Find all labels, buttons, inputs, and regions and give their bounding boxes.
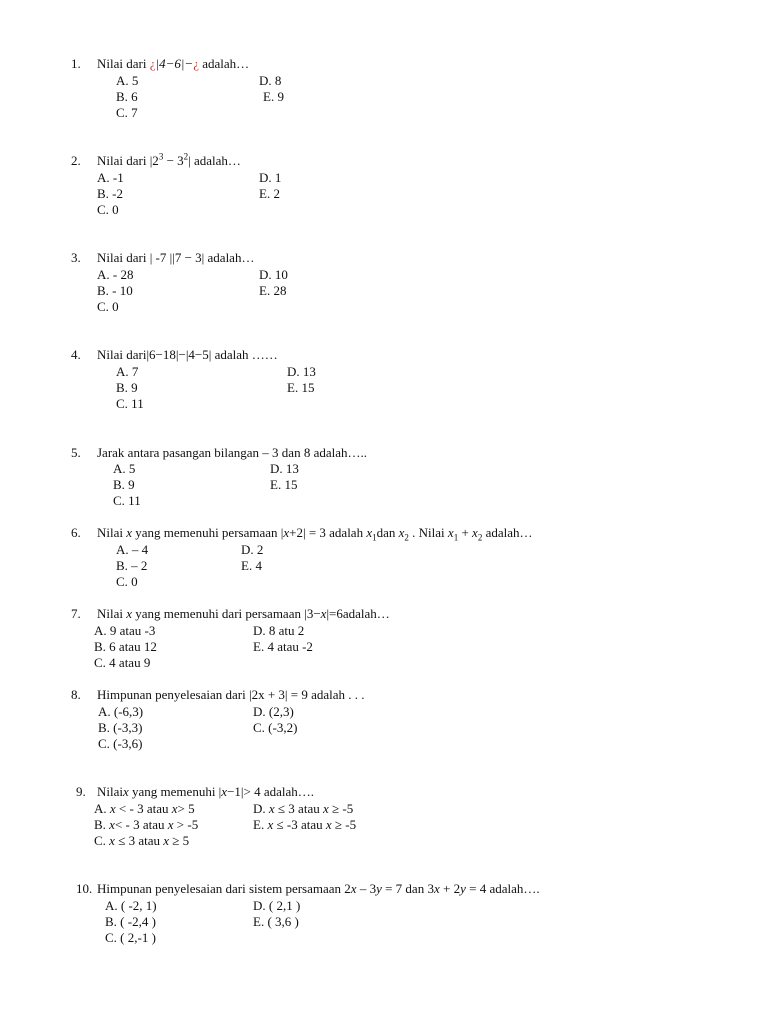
option-e[interactable]: E. 4 [241,558,262,573]
option-c[interactable]: C. 11 [113,493,141,508]
option-b[interactable]: B. 9 [113,477,135,492]
option-e[interactable]: E. 15 [287,380,315,395]
question-number: 2. [71,153,81,168]
question-9 [0,784,768,874]
option-c[interactable]: C. 7 [116,105,138,120]
question-5 [0,445,768,535]
question-stem: Nilai dari|6−18|−|4−5| adalah …… [97,347,278,362]
option-b[interactable]: B. – 2 [116,558,148,573]
option-d[interactable]: D. x ≤ 3 atau x ≥ -5 [253,801,354,816]
question-8 [0,687,768,777]
question-number: 4. [71,347,81,362]
option-a[interactable]: A. - 28 [97,267,134,282]
question-7 [0,606,768,696]
option-a[interactable]: A. 9 atau -3 [94,623,156,638]
option-a[interactable]: A. 5 [113,461,136,476]
option-e[interactable]: E. x ≤ -3 atau x ≥ -5 [253,817,357,832]
option-c[interactable]: C. x ≤ 3 atau x ≥ 5 [94,833,190,848]
option-c[interactable]: C. 0 [97,202,119,217]
option-d[interactable]: D. ( 2,1 ) [253,898,301,913]
option-b[interactable]: B. 6 [116,89,138,104]
question-stem: Himpunan penyelesaian dari sistem persamaan 2x – 3y = 7 dan 3x + 2y = 4 adalah…. [97,881,540,896]
option-a[interactable]: A. (-6,3) [98,704,144,719]
option-c[interactable]: C. 11 [116,396,144,411]
option-b[interactable]: B. - 10 [97,283,133,298]
option-c[interactable]: C. 0 [116,574,138,589]
option-e[interactable]: C. (-3,2) [253,720,298,735]
question-6 [0,525,768,615]
option-a[interactable]: A. 5 [116,73,139,88]
question-stem: Jarak antara pasangan bilangan – 3 dan 8 adalah….. [97,445,368,460]
question-number: 10. [76,881,93,896]
option-c[interactable]: C. ( 2,-1 ) [105,930,156,945]
option-e[interactable]: E. 4 atau -2 [253,639,313,654]
question-10 [0,881,768,971]
option-d[interactable]: D. 13 [270,461,299,476]
option-d[interactable]: D. 1 [259,170,282,185]
option-b[interactable]: B. 6 atau 12 [94,639,157,654]
question-1 [0,56,768,146]
option-e[interactable]: E. ( 3,6 ) [253,914,299,929]
option-d[interactable]: D. 2 [241,542,264,557]
option-a[interactable]: A. 7 [116,364,139,379]
option-a[interactable]: A. – 4 [116,542,149,557]
option-d[interactable]: D. 10 [259,267,288,282]
question-stem: Nilai x yang memenuhi dari persamaan |3−x|=6adalah… [97,606,390,621]
option-e[interactable]: E. 2 [259,186,280,201]
option-b[interactable]: B. (-3,3) [98,720,143,735]
option-e[interactable]: E. 9 [263,89,284,104]
option-c[interactable]: C. 0 [97,299,119,314]
option-e[interactable]: E. 28 [259,283,287,298]
question-number: 9. [76,784,86,799]
question-number: 7. [71,606,81,621]
question-2 [0,153,768,243]
option-d[interactable]: D. 8 [259,73,282,88]
option-a[interactable]: A. -1 [97,170,124,185]
option-e[interactable]: E. 15 [270,477,298,492]
option-a[interactable]: A. ( -2, 1) [105,898,157,913]
question-stem: Nilai dari ¿|4−6|−¿ adalah… [97,56,250,71]
question-number: 3. [71,250,81,265]
option-a[interactable]: A. x < - 3 atau x> 5 [94,801,195,816]
question-number: 6. [71,525,81,540]
question-3 [0,250,768,340]
question-stem: Nilai dari $|2^3 - 3^2|$ adalah… [97,151,241,168]
question-stem: Nilai dari | -7 ||7 − 3| adalah… [97,250,255,265]
option-b[interactable]: B. x< - 3 atau x > -5 [94,817,199,832]
question-stem: Himpunan penyelesaian dari |2x + 3| = 9 adalah . . . [97,687,365,702]
option-b[interactable]: B. -2 [97,186,123,201]
question-number: 1. [71,56,81,71]
option-d[interactable]: D. (2,3) [253,704,294,719]
option-c[interactable]: C. 4 atau 9 [94,655,151,670]
option-b[interactable]: B. 9 [116,380,138,395]
question-stem: Nilaix yang memenuhi |x−1|> 4 adalah…. [97,784,314,799]
option-d[interactable]: D. 8 atu 2 [253,623,305,638]
option-c[interactable]: C. (-3,6) [98,736,143,751]
question-number: 5. [71,445,81,460]
question-number: 8. [71,687,81,702]
option-b[interactable]: B. ( -2,4 ) [105,914,156,929]
option-d[interactable]: D. 13 [287,364,316,379]
question-stem: Nilai x yang memenuhi persamaan |x+2| = 3 adalah $x_1dan$ $x_2$ . Nilai $x_1 + x_2$ adalah… [97,525,533,543]
question-4 [0,347,768,437]
